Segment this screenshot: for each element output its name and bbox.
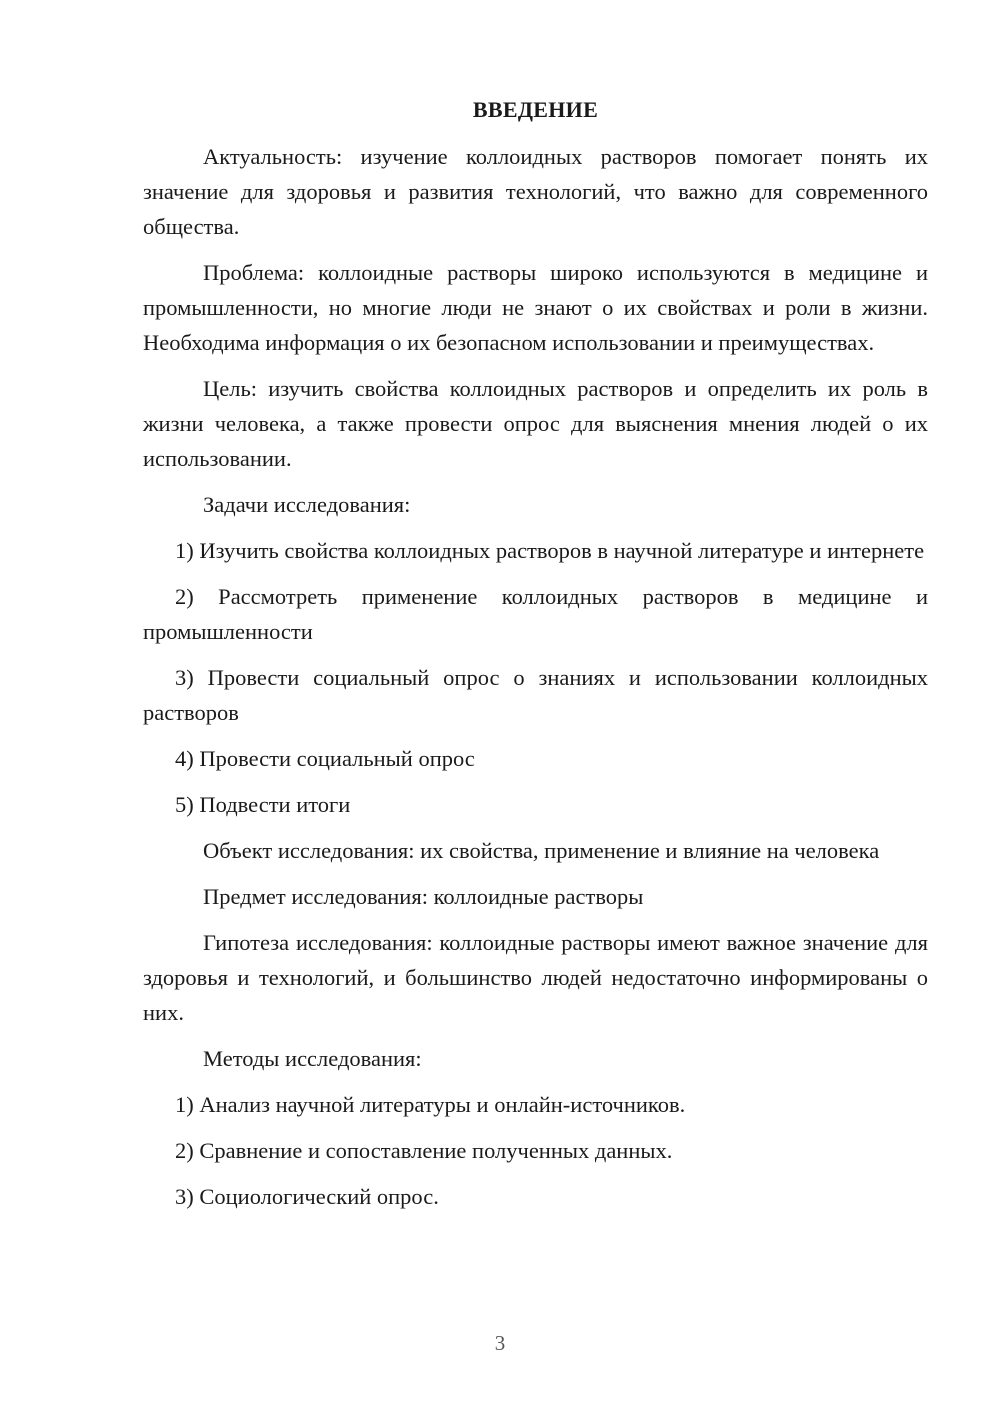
method-item-3: 3) Социологический опрос. bbox=[175, 1184, 439, 1209]
task-item-2: 2) Рассмотреть применение коллоидных растворов в медицине и промышленности bbox=[143, 584, 928, 644]
method-item-2: 2) Сравнение и сопоставление полученных данных. bbox=[175, 1138, 673, 1163]
relevance-paragraph: Актуальность: изучение коллоидных растворов помогает понять их значение для здоровья и развития технологий, что важно для современного общества. bbox=[143, 144, 928, 239]
task-item-5: 5) Подвести итоги bbox=[175, 792, 351, 817]
hypothesis-paragraph: Гипотеза исследования: коллоидные растворы имеют важное значение для здоровья и технологий, и большинство людей недостаточно информированы о них. bbox=[143, 930, 928, 1025]
document-page bbox=[143, 92, 928, 1225]
goal-paragraph: Цель: изучить свойства коллоидных растворов и определить их роль в жизни человека, а также провести опрос для выяснения мнения людей о их использовании. bbox=[143, 376, 928, 471]
object-paragraph: Объект исследования: их свойства, применение и влияние на человека bbox=[203, 838, 880, 863]
page-number: 3 bbox=[494, 1331, 506, 1355]
section-title: ВВЕДЕНИЕ bbox=[472, 97, 599, 122]
task-item-3: 3) Провести социальный опрос о знаниях и использовании коллоидных растворов bbox=[143, 665, 928, 725]
task-item-1: 1) Изучить свойства коллоидных растворов в научной литературе и интернете bbox=[175, 538, 925, 563]
tasks-heading: Задачи исследования: bbox=[203, 492, 411, 517]
subject-paragraph: Предмет исследования: коллоидные растворы bbox=[203, 884, 644, 909]
task-item-4: 4) Провести социальный опрос bbox=[175, 746, 475, 771]
problem-paragraph: Проблема: коллоидные растворы широко используются в медицине и промышленности, но многие люди не знают о их свойствах и роли в жизни. Необходима информация о их безопасном использовании и преимуществах. bbox=[143, 260, 928, 355]
methods-heading: Методы исследования: bbox=[203, 1046, 422, 1071]
method-item-1: 1) Анализ научной литературы и онлайн-источников. bbox=[175, 1092, 686, 1117]
